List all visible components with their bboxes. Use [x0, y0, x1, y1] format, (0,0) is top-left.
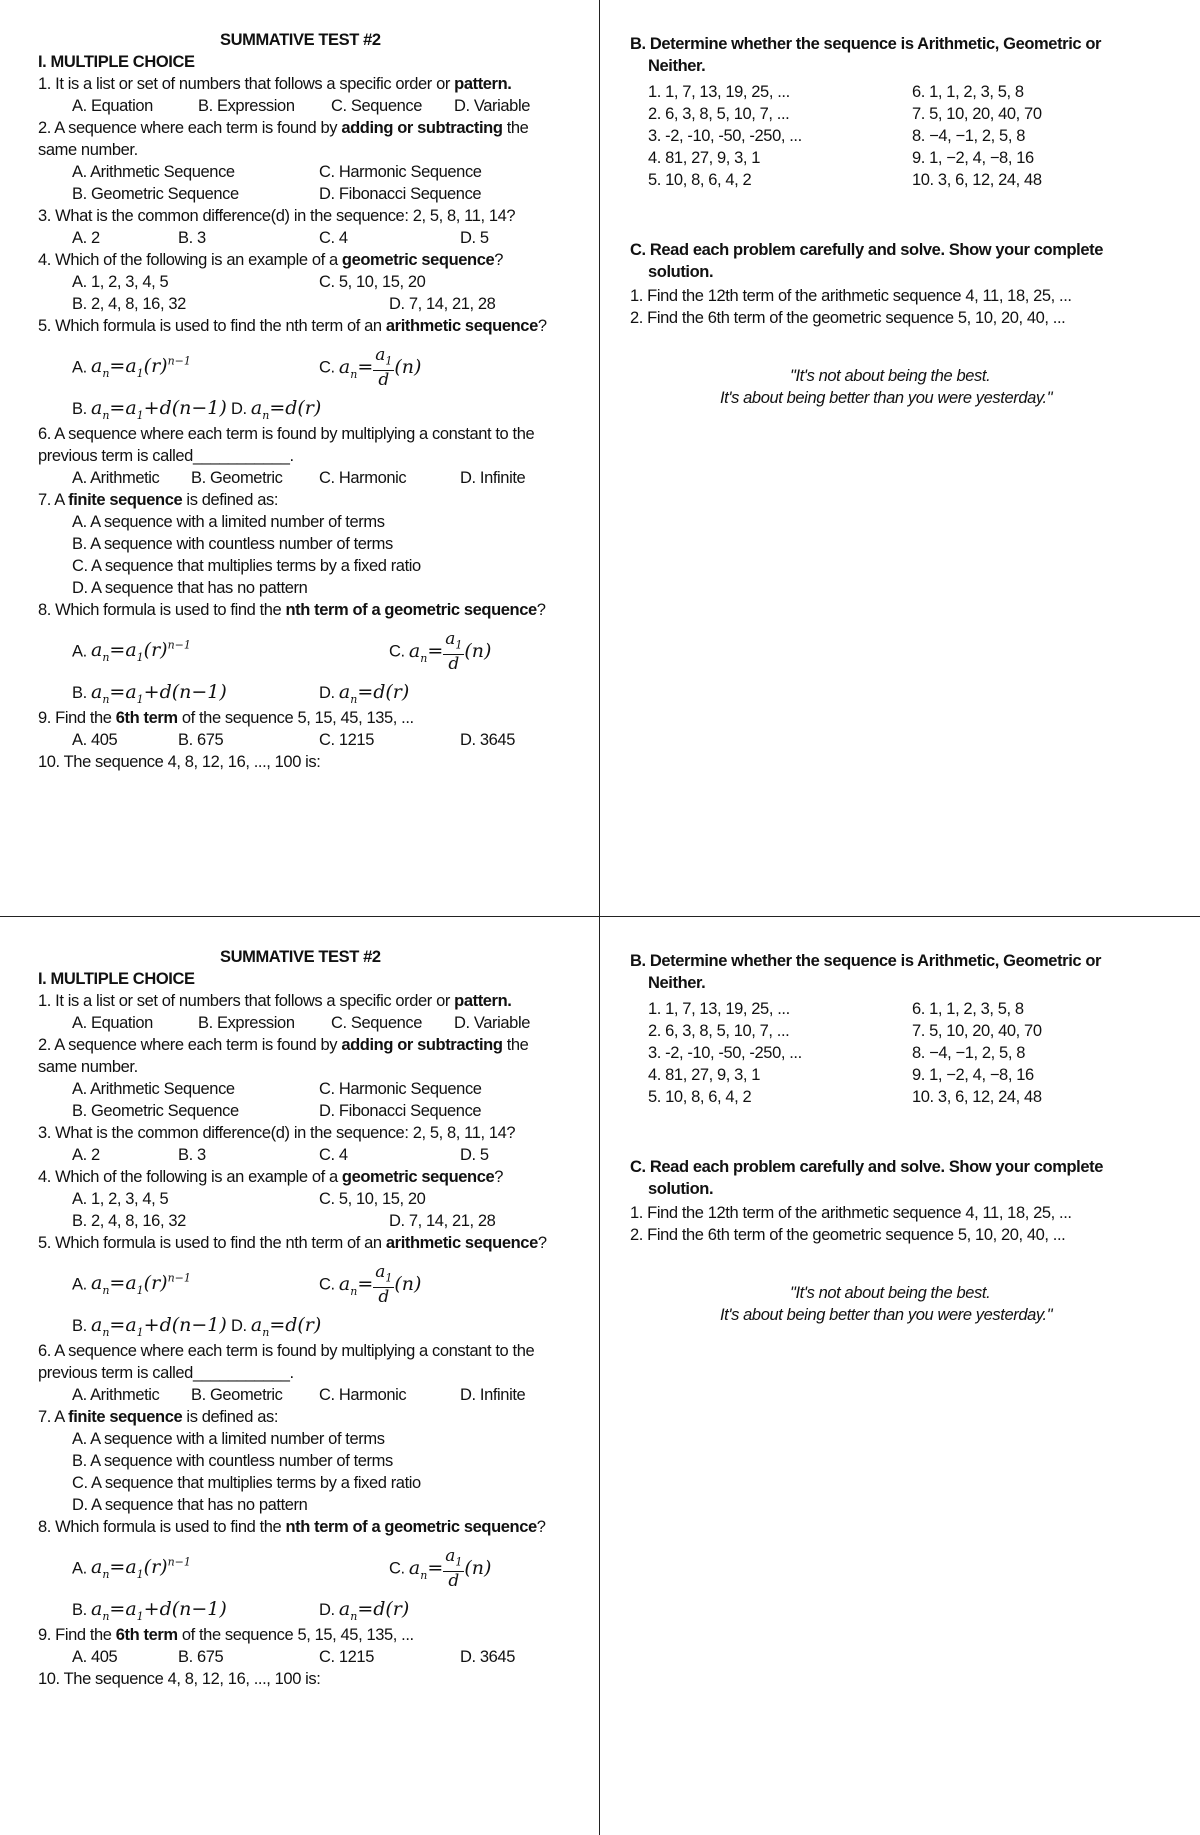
- question-10: 10. The sequence 4, 8, 12, 16, ..., 100 is:: [38, 753, 321, 771]
- q8-option-d: [319, 682, 409, 710]
- q1-option-b: B. Expression: [198, 1014, 295, 1032]
- q5-label-a: A.: [72, 1275, 87, 1294]
- q7-text-end: is defined as:: [182, 491, 279, 509]
- q5-label-b: B.: [72, 400, 87, 418]
- question-8: [38, 1517, 546, 1537]
- q9-text-end: of the sequence 5, 15, 45, 135, ...: [177, 1626, 414, 1644]
- q7-bold: finite sequence: [68, 491, 183, 509]
- q8-option-a: [72, 1553, 191, 1585]
- section-c-heading: C. Read each problem carefully and solve. Show your complete: [630, 241, 1103, 259]
- q1-text: 1. It is a list or set of numbers that follows a specific order or: [38, 992, 455, 1010]
- q4-option-a: A. 1, 2, 3, 4, 5: [72, 1190, 169, 1208]
- q4-bold: geometric sequence: [341, 1168, 495, 1186]
- q9-text-end: of the sequence 5, 15, 45, 135, ...: [177, 709, 414, 727]
- q8-label-a: A.: [72, 1559, 87, 1578]
- b-item-10: 10. 3, 6, 12, 24, 48: [912, 1088, 1042, 1106]
- b-item-4: 4. 81, 27, 9, 3, 1: [648, 1066, 761, 1084]
- question-6: 6. A sequence where each term is found by multiplying a constant to the: [38, 425, 535, 443]
- q2-continuation: same number.: [38, 1058, 138, 1076]
- q4-option-a: A. 1, 2, 3, 4, 5: [72, 273, 169, 291]
- section-b-heading-cont: Neither.: [648, 974, 706, 992]
- b-item-1: 1. 1, 7, 13, 19, 25, ...: [648, 83, 790, 101]
- question-10: 10. The sequence 4, 8, 12, 16, ..., 100 is:: [38, 1670, 321, 1688]
- q5-text: 5. Which formula is used to find the nth term of an: [38, 317, 386, 335]
- q9-option-a: A. 405: [72, 731, 118, 749]
- q8-bold: nth term of a geometric sequence: [285, 1518, 537, 1536]
- q9-option-a: A. 405: [72, 1648, 118, 1666]
- formula-arithmetic: $a_n=a_1+d(n-1)$: [90, 1314, 227, 1339]
- q5-label-c: C.: [319, 1275, 335, 1294]
- q5-label-c: C.: [319, 358, 335, 377]
- q7-text: 7. A: [38, 491, 69, 509]
- q4-option-b: B. 2, 4, 8, 16, 32: [72, 295, 186, 313]
- q1-bold: pattern.: [454, 75, 512, 93]
- q2-continuation: same number.: [38, 141, 138, 159]
- q2-option-b: B. Geometric Sequence: [72, 1102, 239, 1120]
- q1-option-a: A. Equation: [72, 97, 153, 115]
- q5-label-a: A.: [72, 358, 87, 377]
- b-item-4: 4. 81, 27, 9, 3, 1: [648, 149, 761, 167]
- q7-option-d: D. A sequence that has no pattern: [72, 1496, 308, 1514]
- q5-text: 5. Which formula is used to find the nth term of an: [38, 1234, 386, 1252]
- q1-option-c: C. Sequence: [331, 97, 422, 115]
- q8-option-d: [319, 1599, 409, 1627]
- q6-option-d: D. Infinite: [460, 1386, 526, 1404]
- q8-label-b: B.: [72, 1601, 87, 1619]
- q6-option-b: B. Geometric: [191, 469, 283, 487]
- formula-fraction: $a_n=$ $\frac{a_1}{d}$ (n): [338, 345, 422, 391]
- quote-line-1: "It's not about being the best.: [790, 367, 991, 385]
- formula-geometric: $a_n=a_1(r)^{n-1}$: [90, 639, 191, 665]
- q7-option-a: A. A sequence with a limited number of terms: [72, 1430, 385, 1448]
- c-item-2: 2. Find the 6th term of the geometric sequence 5, 10, 20, 40, ...: [630, 309, 1066, 327]
- q8-label-b: B.: [72, 684, 87, 702]
- q3-option-c: C. 4: [319, 229, 348, 247]
- quote-line-1: "It's not about being the best.: [790, 1284, 991, 1302]
- question-1: [38, 74, 511, 94]
- q8-option-a: [72, 636, 191, 668]
- q2-option-a: A. Arithmetic Sequence: [72, 1080, 235, 1098]
- question-9: [38, 708, 414, 728]
- q2-text-end: the: [502, 1036, 529, 1054]
- formula-fraction: $a_n=$ $\frac{a_1}{d}$ (n): [408, 1546, 492, 1592]
- question-3: 3. What is the common difference(d) in the sequence: 2, 5, 8, 11, 14?: [38, 207, 516, 225]
- q5-text-end: ?: [537, 1234, 547, 1252]
- formula-arithmetic: $a_n=a_1+d(n-1)$: [90, 681, 227, 706]
- q6-option-d: D. Infinite: [460, 469, 526, 487]
- q5-option-c: [319, 1263, 421, 1306]
- q5-option-c: [319, 346, 421, 389]
- q9-option-d: D. 3645: [460, 1648, 515, 1666]
- b-item-8: 8. −4, −1, 2, 5, 8: [912, 127, 1025, 145]
- b-item-5: 5. 10, 8, 6, 4, 2: [648, 1088, 752, 1106]
- b-item-1: 1. 1, 7, 13, 19, 25, ...: [648, 1000, 790, 1018]
- q7-bold: finite sequence: [68, 1408, 183, 1426]
- q9-text: 9. Find the: [38, 709, 116, 727]
- q4-text-end: ?: [494, 251, 504, 269]
- q8-label-a: A.: [72, 642, 87, 661]
- q1-option-d: D. Variable: [454, 97, 530, 115]
- q3-option-d: D. 5: [460, 229, 489, 247]
- q2-text: 2. A sequence where each term is found by: [38, 119, 342, 137]
- q3-option-a: A. 2: [72, 1146, 100, 1164]
- question-4: [38, 250, 503, 270]
- q1-option-b: B. Expression: [198, 97, 295, 115]
- question-5: [38, 316, 547, 336]
- q2-text-end: the: [502, 119, 529, 137]
- c-item-2: 2. Find the 6th term of the geometric sequence 5, 10, 20, 40, ...: [630, 1226, 1066, 1244]
- q7-option-c: C. A sequence that multiplies terms by a fixed ratio: [72, 557, 421, 575]
- question-1: [38, 991, 511, 1011]
- q2-text: 2. A sequence where each term is found by: [38, 1036, 342, 1054]
- q6-option-c: C. Harmonic: [319, 1386, 407, 1404]
- q1-option-d: D. Variable: [454, 1014, 530, 1032]
- q5-bold: arithmetic sequence: [385, 317, 538, 335]
- q8-text-end: ?: [536, 1518, 546, 1536]
- formula-product: $a_n=d(r)$: [250, 397, 322, 422]
- q5-label-d: D.: [231, 400, 247, 418]
- q4-option-d: D. 7, 14, 21, 28: [389, 1212, 496, 1230]
- page-divider: [0, 916, 1200, 917]
- b-item-6: 6. 1, 1, 2, 3, 5, 8: [912, 83, 1024, 101]
- b-item-9: 9. 1, −2, 4, −8, 16: [912, 149, 1034, 167]
- q6-option-a: A. Arithmetic: [72, 469, 160, 487]
- question-8: [38, 600, 546, 620]
- q4-option-c: C. 5, 10, 15, 20: [319, 1190, 426, 1208]
- formula-product: $a_n=d(r)$: [338, 1598, 410, 1623]
- q5-label-b: B.: [72, 1317, 87, 1335]
- q1-text: 1. It is a list or set of numbers that follows a specific order or: [38, 75, 455, 93]
- q2-option-c: C. Harmonic Sequence: [319, 163, 482, 181]
- q6-continuation: previous term is called___________.: [38, 447, 294, 465]
- q5-text-end: ?: [537, 317, 547, 335]
- q8-label-c: C.: [389, 1559, 405, 1578]
- test-title: SUMMATIVE TEST #2: [220, 31, 381, 49]
- q9-option-b: B. 675: [178, 1648, 224, 1666]
- section-multiple-choice: I. MULTIPLE CHOICE: [38, 970, 195, 988]
- b-item-8: 8. −4, −1, 2, 5, 8: [912, 1044, 1025, 1062]
- q9-option-d: D. 3645: [460, 731, 515, 749]
- q8-label-d: D.: [319, 684, 335, 702]
- q9-option-c: C. 1215: [319, 731, 374, 749]
- formula-fraction: $a_n=$ $\frac{a_1}{d}$ (n): [408, 629, 492, 675]
- q7-text: 7. A: [38, 1408, 69, 1426]
- q2-option-b: B. Geometric Sequence: [72, 185, 239, 203]
- b-item-7: 7. 5, 10, 20, 40, 70: [912, 105, 1042, 123]
- q8-option-b: [72, 682, 227, 710]
- q6-option-a: A. Arithmetic: [72, 1386, 160, 1404]
- quote-line-2: It's about being better than you were yesterday.": [720, 1306, 1053, 1324]
- q5-option-a: [72, 1269, 191, 1301]
- q6-option-b: B. Geometric: [191, 1386, 283, 1404]
- q9-option-b: B. 675: [178, 731, 224, 749]
- question-2: [38, 1035, 528, 1055]
- q7-option-b: B. A sequence with countless number of terms: [72, 535, 393, 553]
- q4-text: 4. Which of the following is an example of a: [38, 251, 342, 269]
- b-item-10: 10. 3, 6, 12, 24, 48: [912, 171, 1042, 189]
- q2-option-d: D. Fibonacci Sequence: [319, 185, 482, 203]
- q7-text-end: is defined as:: [182, 1408, 279, 1426]
- q1-option-c: C. Sequence: [331, 1014, 422, 1032]
- q6-continuation: previous term is called___________.: [38, 1364, 294, 1382]
- formula-geometric: $a_n=a_1(r)^{n-1}$: [90, 1556, 191, 1582]
- question-7: [38, 1407, 278, 1427]
- formula-product: $a_n=d(r)$: [338, 681, 410, 706]
- formula-geometric: $a_n=a_1(r)^{n-1}$: [90, 1272, 191, 1298]
- question-2: [38, 118, 528, 138]
- test-copy-bottom: [0, 917, 1200, 1834]
- formula-geometric: $a_n=a_1(r)^{n-1}$: [90, 355, 191, 381]
- q8-option-c: [389, 630, 491, 673]
- b-item-5: 5. 10, 8, 6, 4, 2: [648, 171, 752, 189]
- section-c-heading-cont: solution.: [648, 1180, 714, 1198]
- q2-bold: adding or subtracting: [341, 119, 503, 137]
- q4-bold: geometric sequence: [341, 251, 495, 269]
- q7-option-b: B. A sequence with countless number of terms: [72, 1452, 393, 1470]
- q3-option-c: C. 4: [319, 1146, 348, 1164]
- q8-bold: nth term of a geometric sequence: [285, 601, 537, 619]
- q8-text: 8. Which formula is used to find the: [38, 601, 286, 619]
- q3-option-d: D. 5: [460, 1146, 489, 1164]
- column-divider: [599, 0, 600, 1835]
- q2-bold: adding or subtracting: [341, 1036, 503, 1054]
- b-item-3: 3. -2, -10, -50, -250, ...: [648, 127, 802, 145]
- q4-option-b: B. 2, 4, 8, 16, 32: [72, 1212, 186, 1230]
- question-3: 3. What is the common difference(d) in the sequence: 2, 5, 8, 11, 14?: [38, 1124, 516, 1142]
- formula-arithmetic: $a_n=a_1+d(n-1)$: [90, 1598, 227, 1623]
- q9-bold: 6th term: [115, 1626, 178, 1644]
- question-5: [38, 1233, 547, 1253]
- b-item-7: 7. 5, 10, 20, 40, 70: [912, 1022, 1042, 1040]
- b-item-3: 3. -2, -10, -50, -250, ...: [648, 1044, 802, 1062]
- q8-label-c: C.: [389, 642, 405, 661]
- section-b-heading: B. Determine whether the sequence is Arithmetic, Geometric or: [630, 952, 1102, 970]
- q5-option-b-d: [72, 1315, 321, 1343]
- q5-label-d: D.: [231, 1317, 247, 1335]
- c-item-1: 1. Find the 12th term of the arithmetic sequence 4, 11, 18, 25, ...: [630, 287, 1072, 305]
- section-c-heading: C. Read each problem carefully and solve. Show your complete: [630, 1158, 1103, 1176]
- q3-option-b: B. 3: [178, 1146, 206, 1164]
- c-item-1: 1. Find the 12th term of the arithmetic sequence 4, 11, 18, 25, ...: [630, 1204, 1072, 1222]
- q9-option-c: C. 1215: [319, 1648, 374, 1666]
- q8-option-b: [72, 1599, 227, 1627]
- question-6: 6. A sequence where each term is found by multiplying a constant to the: [38, 1342, 535, 1360]
- formula-product: $a_n=d(r)$: [250, 1314, 322, 1339]
- q4-text: 4. Which of the following is an example of a: [38, 1168, 342, 1186]
- section-b-heading-cont: Neither.: [648, 57, 706, 75]
- formula-arithmetic: $a_n=a_1+d(n-1)$: [90, 397, 227, 422]
- q2-option-c: C. Harmonic Sequence: [319, 1080, 482, 1098]
- q7-option-c: C. A sequence that multiplies terms by a fixed ratio: [72, 1474, 421, 1492]
- q5-bold: arithmetic sequence: [385, 1234, 538, 1252]
- q2-option-d: D. Fibonacci Sequence: [319, 1102, 482, 1120]
- q7-option-d: D. A sequence that has no pattern: [72, 579, 308, 597]
- section-b-heading: B. Determine whether the sequence is Arithmetic, Geometric or: [630, 35, 1102, 53]
- q9-text: 9. Find the: [38, 1626, 116, 1644]
- q6-option-c: C. Harmonic: [319, 469, 407, 487]
- q7-option-a: A. A sequence with a limited number of terms: [72, 513, 385, 531]
- q5-option-b-d: [72, 398, 321, 426]
- test-title: SUMMATIVE TEST #2: [220, 948, 381, 966]
- test-copy-top: [0, 0, 1200, 917]
- b-item-2: 2. 6, 3, 8, 5, 10, 7, ...: [648, 1022, 790, 1040]
- b-item-2: 2. 6, 3, 8, 5, 10, 7, ...: [648, 105, 790, 123]
- q1-bold: pattern.: [454, 992, 512, 1010]
- question-7: [38, 490, 278, 510]
- q8-text-end: ?: [536, 601, 546, 619]
- q4-option-c: C. 5, 10, 15, 20: [319, 273, 426, 291]
- quote-line-2: It's about being better than you were yesterday.": [720, 389, 1053, 407]
- q5-option-a: [72, 352, 191, 384]
- q4-text-end: ?: [494, 1168, 504, 1186]
- section-c-heading-cont: solution.: [648, 263, 714, 281]
- q8-text: 8. Which formula is used to find the: [38, 1518, 286, 1536]
- question-9: [38, 1625, 414, 1645]
- formula-fraction: $a_n=$ $\frac{a_1}{d}$ (n): [338, 1262, 422, 1308]
- q8-label-d: D.: [319, 1601, 335, 1619]
- q4-option-d: D. 7, 14, 21, 28: [389, 295, 496, 313]
- b-item-9: 9. 1, −2, 4, −8, 16: [912, 1066, 1034, 1084]
- b-item-6: 6. 1, 1, 2, 3, 5, 8: [912, 1000, 1024, 1018]
- q9-bold: 6th term: [115, 709, 178, 727]
- q3-option-a: A. 2: [72, 229, 100, 247]
- q3-option-b: B. 3: [178, 229, 206, 247]
- q8-option-c: [389, 1547, 491, 1590]
- q1-option-a: A. Equation: [72, 1014, 153, 1032]
- section-multiple-choice: I. MULTIPLE CHOICE: [38, 53, 195, 71]
- q2-option-a: A. Arithmetic Sequence: [72, 163, 235, 181]
- question-4: [38, 1167, 503, 1187]
